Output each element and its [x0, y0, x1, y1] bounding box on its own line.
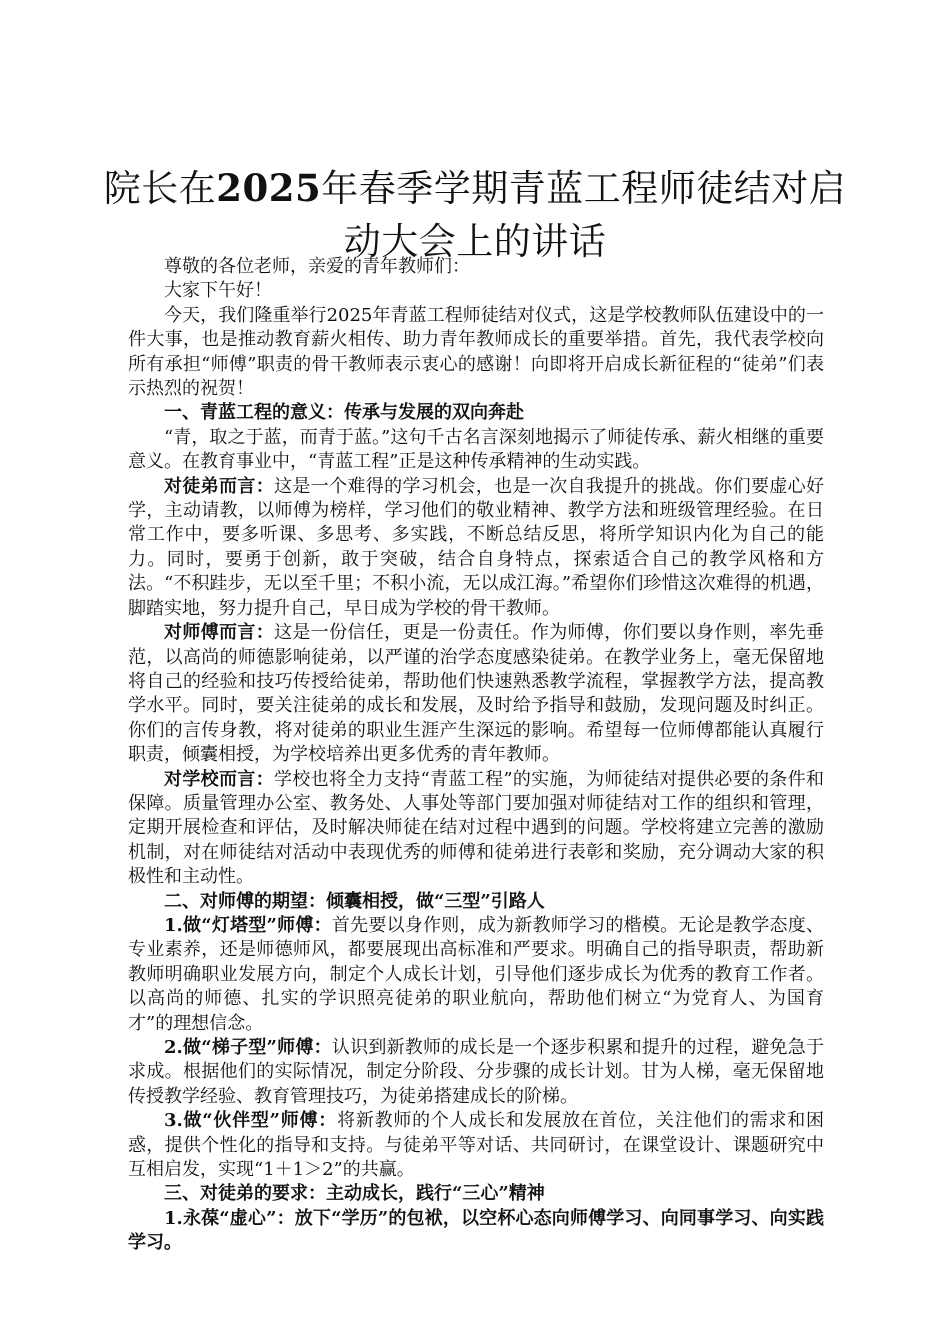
section-1-heading: 一、青蓝工程的意义：传承与发展的双向奔赴 — [164, 402, 524, 424]
document-body — [128, 255, 824, 1256]
title-prefix: 院长在 — [103, 167, 217, 210]
ladder-mentor-text: 认识到新教师的成长是一个逐步积累和提升的过程，避免急于求成。根据他们的实际情况，制定分阶段、分步骤的成长计划。甘为人梯，毫无保留地传授教学经验、教育管理技巧，为徒弟搭建成长的阶梯。 — [128, 1037, 824, 1107]
mentor-lead: 对师傅而言： — [164, 622, 275, 644]
partner-mentor-lead: 3.做“伙伴型”师傅： — [164, 1110, 338, 1132]
school-text: 学校也将全力支持“青蓝工程”的实施，为师徒结对提供必要的条件和保障。质量管理办公室、教务处、人事处等部门要加强对师徒结对工作的组织和管理，定期开展检查和评估，及时解决师徒在结对过程中遇到的问题。学校将建立完善的激励机制，对在师徒结对活动中表现优秀的师傅和徒弟进行表彰和奖励，充分调动大家的积极性和主动性。 — [128, 768, 825, 888]
salutation: 尊敬的各位老师，亲爱的青年教师们： — [164, 256, 470, 277]
apprentice-text: 这是一个难得的学习机会，也是一次自我提升的挑战。你们要虚心好学，主动请教，以师傅为榜样，学习他们的敬业精神、教学方法和班级管理经验。在日常工作中，要多听课、多思考、多实践，不断总结反思，将所学知识内化为自己的能力。同时，要勇于创新，敢于突破，结合自身特点，探索适合自己的教学风格和方法。“不积跬步，无以至千里；不积小流，无以成江海。”希望你们珍惜这次难得的机遇，脚踏实地，努力提升自己，早日成为学校的骨干教师。 — [128, 475, 825, 619]
lighthouse-mentor-paragraph — [128, 914, 824, 1036]
partner-mentor-paragraph — [128, 1109, 824, 1182]
mentor-paragraph — [128, 621, 824, 767]
ladder-mentor-lead: 2.做“梯子型”师傅： — [164, 1037, 332, 1058]
apprentice-lead: 对徒弟而言： — [164, 475, 275, 497]
intro-paragraph: 今天，我们隆重举行2025年青蓝工程师徒结对仪式，这是学校教师队伍建设中的一件大事，也是推动教育薪火相传、助力青年教师成长的重要举措。首先，我代表学校向所有承担“师傅”职责的骨干教师表示衷心的感谢！向即将开启成长新征程的“徒弟”们表示热烈的祝贺！ — [128, 304, 824, 400]
section-1-paragraph: “青，取之于蓝，而青于蓝。”这句千古名言深刻地揭示了师徒传承、薪火相继的重要意义。在教育事业中，“青蓝工程”正是这种传承精神的生动实践。 — [128, 426, 824, 473]
title-year: 2025 — [216, 166, 322, 210]
ladder-mentor-paragraph — [128, 1036, 824, 1109]
mentor-text: 这是一份信任，更是一份责任。作为师傅，你们要以身作则，率先垂范，以高尚的师德影响徒弟，以严谨的治学态度感染徒弟。在教学业务上，毫无保留地将自己的经验和技巧传授给徒弟，帮助他们快速熟悉教学流程，掌握教学方法，提高教学水平。同时，要关注徒弟的成长和发展，及时给予指导和鼓励，发现问题及时纠正。你们的言传身教，将对徒弟的职业生涯产生深远的影响。希望每一位师傅都能认真履行职责，倾囊相授，为学校培养出更多优秀的青年教师。 — [128, 622, 825, 766]
section-3-heading: 三、对徒弟的要求：主动成长，践行“三心”精神 — [164, 1183, 545, 1205]
school-lead: 对学校而言： — [164, 768, 274, 790]
humble-heart-paragraph: 1.永葆“虚心”：放下“学历”的包袱，以空杯心态向师傅学习、向同事学习、向实践学习。 — [128, 1207, 824, 1254]
section-2-heading: 二、对师傅的期望：倾囊相授，做“三型”引路人 — [164, 890, 545, 912]
apprentice-paragraph — [128, 475, 824, 621]
title-suffix: 年春季学期青蓝工程师徒结对启动大会上的讲话 — [321, 167, 847, 263]
greeting: 大家下午好！ — [164, 280, 272, 302]
lighthouse-mentor-lead: 1.做“灯塔型”师傅： — [164, 914, 332, 936]
school-paragraph — [128, 768, 824, 890]
document-title — [100, 162, 850, 268]
partner-mentor-text: 将新教师的个人成长和发展放在首位，关注他们的需求和困惑，提供个性化的指导和支持。与徒弟平等对话、共同研讨，在课堂设计、课题研究中互相启发，实现“1＋1＞2”的共赢。 — [128, 1110, 825, 1181]
lighthouse-mentor-text: 首先要以身作则，成为新教师学习的楷模。无论是教学态度、专业素养，还是师德师风，都要展现出高标准和严要求。明确自己的指导职责，帮助新教师明确职业发展方向，制定个人成长计划，引导他们逐步成长为优秀的教育工作者。以高尚的师德、扎实的学识照亮徒弟的职业航向，帮助他们树立“为党育人、为国育才”的理想信念。 — [128, 914, 824, 1034]
